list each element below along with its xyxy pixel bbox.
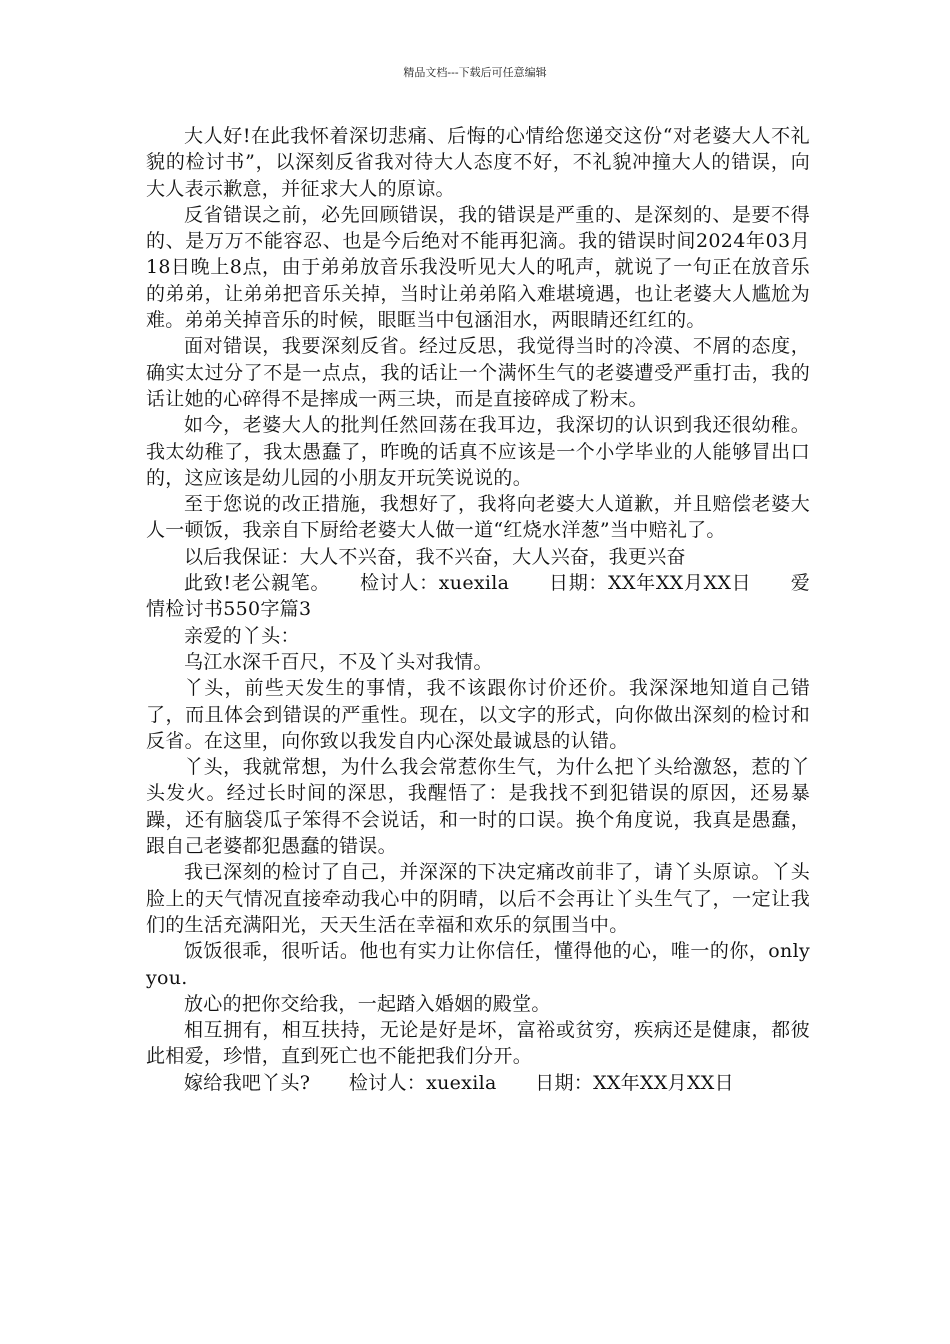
paragraph: 放心的把你交给我，一起踏入婚姻的殿堂。 (184, 992, 551, 1015)
paragraph: 大人好!在此我怀着深切悲痛、后悔的心情给您递交这份“对老婆大人不礼貌的检讨书”，以深刻反省我对待大人态度不好，不礼貌冲撞大人的错误，向大人表示歉意，并征求大人的原谅。 (146, 125, 810, 200)
signature-line: 此致!老公親笔。 检讨人：xuexila 日期：XX年XX月XX日 爱情检讨书550字篇3 (146, 572, 810, 621)
paragraph: 反省错误之前，必先回顾错误，我的错误是严重的、是深刻的、是要不得的、是万万不能容忍、也是今后绝对不能再犯滴。我的错误时间2024年03月18日晚上8点，由于弟弟放音乐我没听见大人的吼声，就说了一句正在放音乐的弟弟，让弟弟把音乐关掉，当时让弟弟陷入难堪境遇，也让老婆大人尴尬为难。弟弟关掉音乐的时候，眼眶当中包涵泪水，两眼睛还红红的。 (146, 203, 810, 332)
paragraph: 如今，老婆大人的批判任然回荡在我耳边，我深切的认识到我还很幼稚。我太幼稚了，我太愚蠢了，昨晚的话真不应该是一个小学毕业的人能够冒出口的，这应该是幼儿园的小朋友开玩笑说说的。 (146, 414, 810, 489)
paragraph: 以后我保证：大人不兴奋，我不兴奋，大人兴奋，我更兴奋 (184, 545, 686, 568)
paragraph: 丫头，前些天发生的事情，我不该跟你讨价还价。我深深地知道自己错了，而且体会到错误的严重性。现在，以文字的形式，向你做出深刻的检讨和反省。在这里，向你致以我发自内心深处最诚恳的认错。 (146, 677, 810, 752)
paragraph: 至于您说的改正措施，我想好了，我将向老婆大人道歉，并且赔偿老婆大人一顿饭，我亲自下厨给老婆大人做一道“红烧水洋葱”当中赔礼了。 (146, 493, 810, 542)
paragraph: 相互拥有，相互扶持，无论是好是坏，富裕或贫穷，疾病还是健康，都彼此相爱，珍惜，直到死亡也不能把我们分开。 (146, 1019, 810, 1068)
greeting: 亲爱的丫头： (184, 624, 300, 647)
paragraph: 面对错误，我要深刻反省。经过反思，我觉得当时的冷漠、不屑的态度，确实太过分了不是一点点，我的话让一个满怀生气的老婆遭受严重打击，我的话让她的心碎得不是摔成一两三块，而是直接碎成了粉末。 (146, 335, 810, 410)
paragraph: 乌江水深千百尺，不及丫头对我情。 (184, 650, 493, 673)
signature-line: 嫁给我吧丫头? 检讨人：xuexila 日期：XX年XX月XX日 (184, 1071, 734, 1094)
page-header: 精品文档---下载后可任意编辑 (403, 66, 547, 79)
document-body (146, 123, 810, 1096)
paragraph: 饭饭很乖，很听话。他也有实力让你信任，懂得他的心，唯一的你，only you. (146, 940, 810, 989)
paragraph: 我已深刻的检讨了自己，并深深的下决定痛改前非了，请丫头原谅。丫头脸上的天气情况直接牵动我心中的阴晴，以后不会再让丫头生气了，一定让我们的生活充满阳光，天天生活在幸福和欢乐的氛围当中。 (146, 861, 810, 936)
paragraph: 丫头，我就常想，为什么我会常惹你生气，为什么把丫头给激怒，惹的丫头发火。经过长时间的深思，我醒悟了：是我找不到犯错误的原因，还易暴躁，还有脑袋瓜子笨得不会说话，和一时的口误。换个角度说，我真是愚蠢，跟自己老婆都犯愚蠢的错误。 (146, 756, 810, 858)
